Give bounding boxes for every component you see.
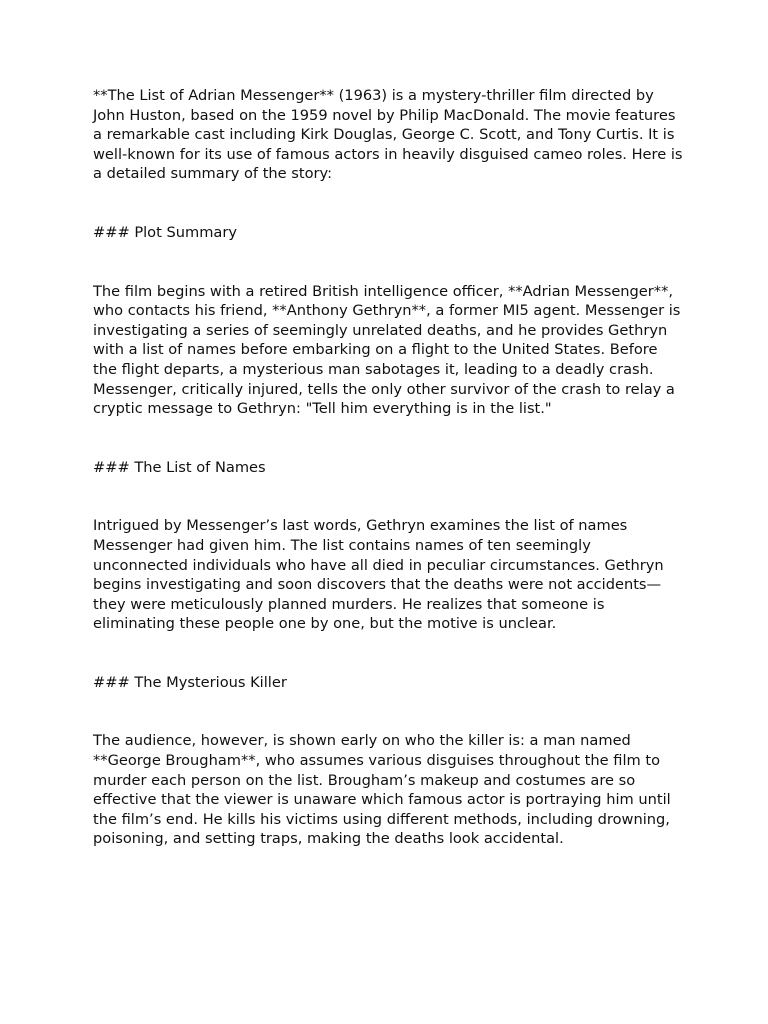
spacer: [93, 184, 683, 223]
document-page: [93, 86, 683, 849]
plot-summary-paragraph: The film begins with a retired British intelligence officer, **Adrian Messenger**, who contacts his friend, **Anthony Gethryn**, a former MI5 agent. Messenger is investigating a series of seemingly unrelated deaths, and he provides Gethryn with a list of names before embarking on a flight to the United States. Before the flight departs, a mysterious man sabotages it, leading to a deadly crash. Messenger, critically injured, tells the only other survivor of the crash to relay a cryptic message to Gethryn: "Tell him everything is in the list.": [93, 282, 681, 418]
spacer: [93, 419, 683, 458]
heading-plot-summary: ### Plot Summary: [93, 223, 237, 241]
list-of-names-paragraph: Intrigued by Messenger’s last words, Gethryn examines the list of names Messenger had given him. The list contains names of ten seemingly unconnected individuals who have all died in peculiar circumstances. Gethryn begins investigating and soon discovers that the deaths were not accidents—they were meticulously planned murders. He realizes that someone is eliminating these people one by one, but the motive is unclear.: [93, 517, 664, 633]
heading-mysterious-killer: ### The Mysterious Killer: [93, 673, 287, 691]
heading-list-of-names: ### The List of Names: [93, 458, 266, 476]
spacer: [93, 243, 683, 282]
spacer: [93, 477, 683, 516]
mysterious-killer-paragraph: The audience, however, is shown early on who the killer is: a man named **George Brougham**, who assumes various disguises throughout the film to murder each person on the list. Brougham’s makeup and costumes are so effective that the viewer is unaware which famous actor is portraying him until the film’s end. He kills his victims using different methods, including drowning, poisoning, and setting traps, making the deaths look accidental.: [93, 732, 671, 848]
intro-paragraph: **The List of Adrian Messenger** (1963) is a mystery-thriller film directed by John Huston, based on the 1959 novel by Philip MacDonald. The movie features a remarkable cast including Kirk Douglas, George C. Scott, and Tony Curtis. It is well-known for its use of famous actors in heavily disguised cameo roles. Here is a detailed summary of the story:: [93, 87, 683, 183]
spacer: [93, 634, 683, 673]
spacer: [93, 692, 683, 731]
